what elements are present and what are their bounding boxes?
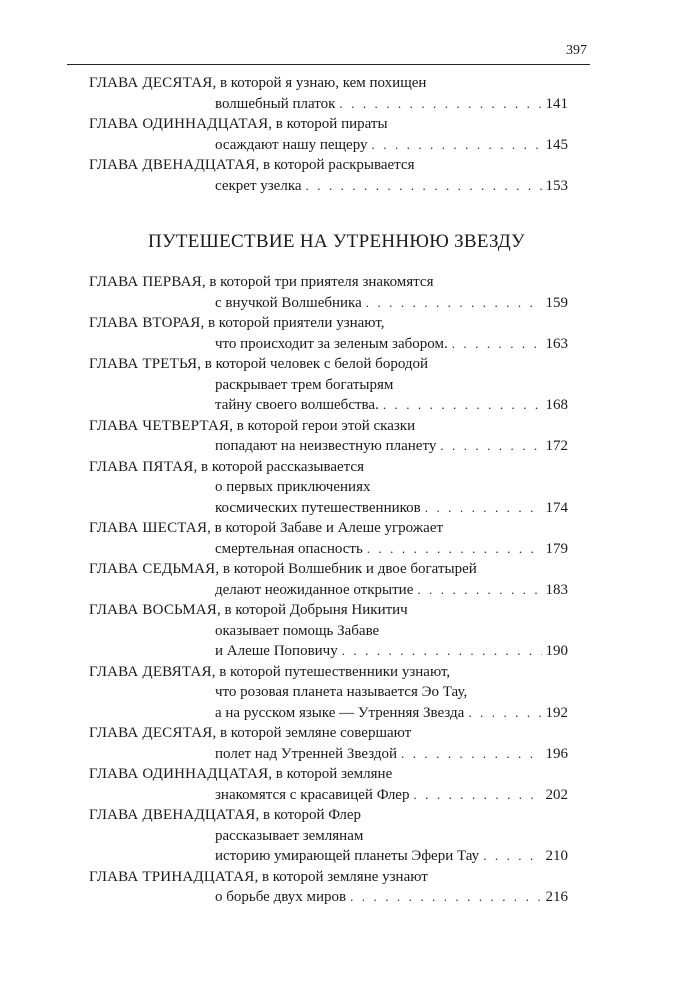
- chapter-subtitle: , в которой раскрывается: [255, 157, 415, 173]
- chapter-heading: ГЛАВА ОДИННАДЦАТАЯ: [89, 116, 269, 132]
- chapter-heading: ГЛАВА ПЯТАЯ: [89, 458, 194, 475]
- toc-entry-first-line: [89, 114, 568, 135]
- toc-entry-last-line: [89, 293, 568, 314]
- toc-entry-first-line: [89, 518, 568, 539]
- chapter-subtitle: , в которой земляне узнают: [254, 868, 428, 885]
- page-ref: 202: [545, 786, 568, 803]
- page-ref: 163: [545, 335, 568, 352]
- toc-entry-first-line: [89, 155, 568, 176]
- dot-leader: [383, 395, 542, 416]
- chapter-subtitle: попадают на неизвестную планету: [215, 438, 437, 454]
- dot-leader: [366, 293, 542, 314]
- chapter-heading: ГЛАВА ДЕВЯТАЯ: [89, 663, 212, 680]
- chapter-subtitle: волшебный платок: [215, 95, 336, 112]
- toc-entry: [89, 662, 568, 724]
- page-ref: 145: [545, 136, 568, 153]
- toc-entry-last-line: [89, 785, 568, 806]
- chapter-subtitle: о первых приключениях: [215, 479, 371, 495]
- chapter-subtitle: что розовая планета называется Эо Тау,: [215, 684, 468, 700]
- dot-leader: [367, 539, 542, 560]
- chapter-subtitle: что происходит за зеленым забором.: [215, 335, 448, 352]
- toc-entry-last-line: [89, 539, 568, 560]
- toc-entry-last-line: [89, 846, 568, 867]
- chapter-heading: ГЛАВА ТРИНАДЦАТАЯ: [89, 868, 255, 885]
- chapter-subtitle: полет над Утренней Звездой: [215, 745, 398, 762]
- toc-entry-first-line: [89, 662, 568, 683]
- chapter-subtitle: осаждают нашу пещеру: [215, 136, 368, 153]
- chapter-subtitle: раскрывает трем богатырям: [215, 376, 394, 393]
- chapter-subtitle: космических путешественников: [215, 499, 421, 516]
- dot-leader: [306, 176, 542, 197]
- chapter-heading: ГЛАВА ВТОРАЯ: [89, 315, 201, 331]
- chapter-heading: ГЛАВА ДВЕНАДЦАТАЯ: [89, 807, 256, 823]
- chapter-subtitle: , в которой Забаве и Алеше угрожает: [207, 520, 444, 536]
- toc-entry: [89, 805, 568, 867]
- chapter-heading: ГЛАВА ДЕСЯТАЯ: [89, 725, 213, 741]
- toc-entry: [89, 272, 568, 313]
- toc-entry-last-line: [89, 436, 568, 457]
- dot-leader: [417, 580, 541, 601]
- chapter-subtitle: делают неожиданное открытие: [215, 581, 414, 598]
- toc-entry-last-line: [89, 334, 568, 355]
- dot-leader: [425, 498, 542, 519]
- page-ref: 183: [545, 581, 568, 598]
- chapter-subtitle: оказывает помощь Забаве: [215, 622, 380, 639]
- toc-entry-last-line: [89, 498, 568, 519]
- chapter-subtitle: , в которой земляне: [268, 766, 393, 782]
- dot-leader: [483, 846, 541, 867]
- toc-entry-first-line: [89, 457, 568, 478]
- chapter-subtitle: секрет узелка: [215, 177, 302, 194]
- toc-entry: [89, 559, 568, 600]
- chapter-subtitle: а на русском языке — Утренняя Звезда: [215, 704, 465, 721]
- dot-leader: [342, 641, 542, 662]
- chapter-heading: ГЛАВА ДЕСЯТАЯ: [89, 75, 213, 91]
- toc-entry-last-line: [89, 395, 568, 416]
- dot-leader: [468, 703, 541, 724]
- chapter-heading: ГЛАВА ШЕСТАЯ: [89, 520, 208, 536]
- dot-leader: [413, 785, 541, 806]
- toc-entry-first-line: [89, 313, 568, 334]
- toc-entry-middle-line: [89, 682, 568, 703]
- chapter-subtitle: , в которой я узнаю, кем похищен: [212, 75, 427, 91]
- chapter-subtitle: смертельная опасность: [215, 540, 363, 557]
- toc-entry: [89, 457, 568, 519]
- toc-entry-first-line: [89, 272, 568, 293]
- chapter-heading: ГЛАВА СЕДЬМАЯ: [89, 561, 216, 577]
- chapter-subtitle: , в которой приятели узнают,: [200, 315, 385, 331]
- chapter-subtitle: , в которой путешественники узнают,: [211, 663, 451, 680]
- chapter-heading: ГЛАВА ПЕРВАЯ: [89, 274, 202, 290]
- page-ref: 196: [545, 745, 568, 762]
- toc-entry-first-line: [89, 600, 568, 621]
- chapter-subtitle: , в которой Волшебник и двое богатырей: [215, 561, 477, 577]
- toc-entry-last-line: [89, 703, 568, 724]
- page-ref: 179: [545, 540, 568, 557]
- chapter-subtitle: , в которой три приятеля знакомятся: [201, 274, 434, 290]
- dot-leader: [401, 744, 541, 765]
- toc-entry-last-line: [89, 744, 568, 765]
- page-ref: 172: [545, 438, 568, 454]
- chapter-subtitle: , в которой человек с белой бородой: [197, 356, 429, 372]
- toc-entry-first-line: [89, 764, 568, 785]
- chapter-heading: ГЛАВА ВОСЬМАЯ: [89, 602, 218, 618]
- toc-entry-middle-line: [89, 477, 568, 498]
- page-ref: 192: [545, 704, 568, 721]
- toc-entry-last-line: [89, 135, 568, 156]
- chapter-subtitle: , в которой Добрыня Никитич: [217, 602, 408, 618]
- chapter-heading: ГЛАВА ТРЕТЬЯ: [89, 356, 198, 372]
- dot-leader: [350, 887, 541, 908]
- chapter-heading: ГЛАВА ДВЕНАДЦАТАЯ: [89, 157, 256, 173]
- toc-entry-first-line: [89, 416, 568, 437]
- toc-entry: [89, 73, 568, 114]
- dot-leader: [372, 135, 542, 156]
- page-number: 397: [566, 43, 587, 58]
- toc-entry-last-line: [89, 176, 568, 197]
- toc-entry: [89, 867, 568, 908]
- page-ref: 210: [545, 848, 568, 864]
- chapter-heading: ГЛАВА ОДИННАДЦАТАЯ: [89, 766, 269, 782]
- toc-entry-first-line: [89, 867, 568, 888]
- toc-entry-first-line: [89, 723, 568, 744]
- toc-entry-first-line: [89, 354, 568, 375]
- chapter-subtitle: знакомятся с красавицей Флер: [215, 786, 410, 803]
- toc-entry-middle-line: [89, 375, 568, 396]
- toc-entry-middle-line: [89, 621, 568, 642]
- chapter-subtitle: , в которой Флер: [255, 807, 362, 823]
- toc-entry: [89, 155, 568, 196]
- toc-entry-first-line: [89, 73, 568, 94]
- toc-entry: [89, 600, 568, 662]
- page-ref: 159: [545, 294, 568, 311]
- toc-entry: [89, 114, 568, 155]
- chapter-subtitle: , в которой земляне совершают: [212, 725, 412, 741]
- page-ref: 190: [545, 643, 568, 659]
- toc-entry-last-line: [89, 887, 568, 908]
- chapter-subtitle: рассказывает землянам: [215, 827, 364, 844]
- dot-leader: [339, 94, 541, 115]
- chapter-subtitle: , в которой герои этой сказки: [229, 417, 416, 434]
- chapter-subtitle: , в которой пираты: [268, 116, 388, 132]
- toc-entry: [89, 416, 568, 457]
- chapter-subtitle: с внучкой Волшебника: [215, 294, 362, 311]
- chapter-subtitle: и Алеше Поповичу: [215, 643, 338, 659]
- toc-entry: [89, 518, 568, 559]
- chapter-subtitle: тайну своего волшебства.: [215, 397, 379, 413]
- toc-entry-first-line: [89, 805, 568, 826]
- toc-entry: [89, 764, 568, 805]
- page-ref: 153: [545, 177, 568, 194]
- section-title: ПУТЕШЕСТВИЕ НА УТРЕННЮЮ ЗВЕЗДУ: [148, 231, 525, 252]
- toc-entry-last-line: [89, 641, 568, 662]
- page-ref: 216: [545, 889, 568, 905]
- toc-entry-middle-line: [89, 826, 568, 847]
- toc-entry: [89, 354, 568, 416]
- chapter-subtitle: историю умирающей планеты Эфери Тау: [215, 848, 480, 864]
- page-ref: 174: [545, 499, 568, 516]
- dot-leader: [452, 334, 542, 355]
- chapter-subtitle: , в которой рассказывается: [193, 458, 364, 475]
- dot-leader: [440, 436, 541, 457]
- toc-entry: [89, 723, 568, 764]
- toc-entry: [89, 313, 568, 354]
- toc-list: [89, 272, 568, 908]
- page-ref: 141: [545, 95, 568, 112]
- toc-entry-first-line: [89, 559, 568, 580]
- chapter-heading: ГЛАВА ЧЕТВЕРТАЯ: [89, 417, 230, 434]
- toc-list-continued: [89, 73, 568, 196]
- header-rule: [67, 64, 590, 65]
- chapter-subtitle: о борьбе двух миров: [215, 889, 347, 905]
- toc-entry-last-line: [89, 94, 568, 115]
- toc-entry-last-line: [89, 580, 568, 601]
- page-ref: 168: [545, 397, 568, 413]
